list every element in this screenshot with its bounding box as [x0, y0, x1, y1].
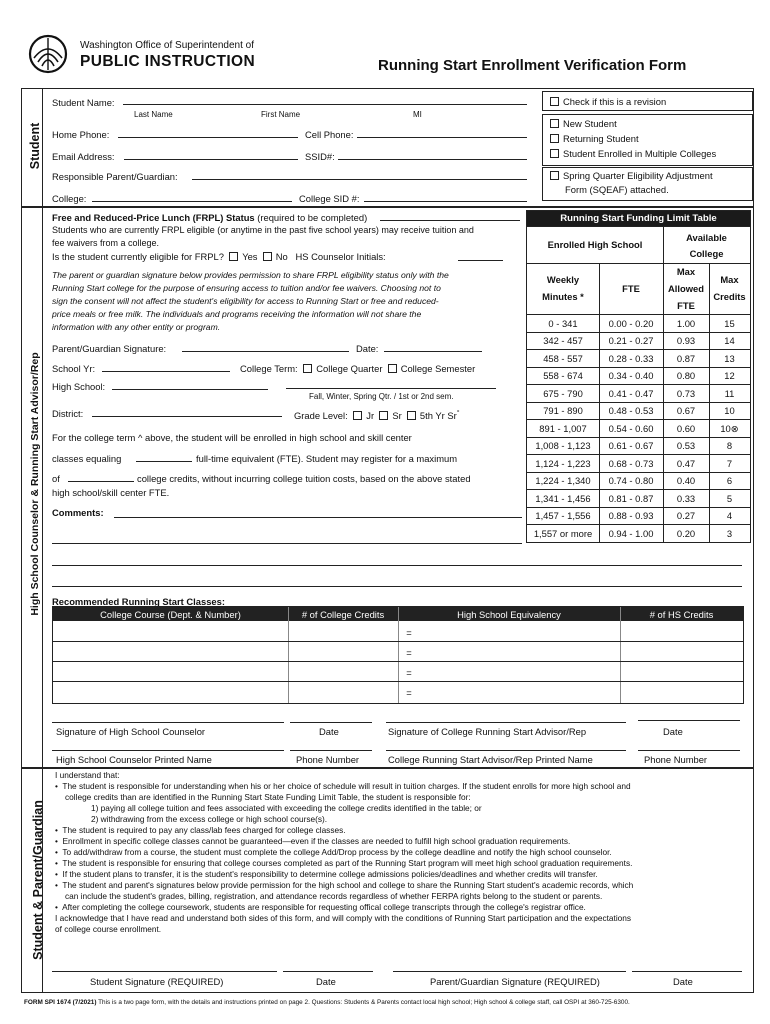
classes-table [52, 606, 744, 704]
hs-counselor-name-field[interactable] [52, 750, 284, 751]
funding-table-cell: 15 [724, 317, 735, 329]
parent-field[interactable] [192, 179, 527, 180]
classes-col-credits: # of College Credits [301, 609, 385, 620]
comments-line2[interactable] [52, 543, 522, 544]
sqeaf-row[interactable]: Spring Quarter Eligibility Adjustment [550, 170, 713, 181]
funding-table-cell: 0.34 - 0.40 [608, 370, 654, 382]
sqeaf-line2: Form (SQEAF) attached. [565, 184, 669, 195]
high-school-field[interactable] [112, 389, 268, 390]
equals-sign: = [406, 687, 412, 698]
funding-table-cell: 0.33 [676, 492, 696, 504]
college-rep-date-field[interactable] [638, 720, 740, 721]
enroll-line1: For the college term ^ above, the student will be enrolled in high school and skill center [52, 432, 412, 443]
funding-table-cell: 675 - 790 [543, 387, 583, 399]
funding-table-cell: 0.21 - 0.27 [608, 335, 654, 347]
funding-table-cell: 0.00 - 0.20 [608, 317, 654, 329]
consent-line3: sign the consent will not affect the student's eligibility for access to Running Start or free and reduced- [52, 296, 439, 306]
funding-table-cell: 0.60 [676, 422, 696, 434]
equals-sign: = [406, 667, 412, 678]
enroll-line3a: of [52, 473, 60, 484]
funding-table-cell: 11 [724, 387, 735, 399]
funding-table-cell: 3 [726, 527, 733, 539]
funding-table-cell: 1,008 - 1,123 [535, 440, 591, 452]
funding-table-cell: 0.93 [676, 335, 696, 347]
college-sid-field[interactable] [364, 201, 527, 202]
max-allowed-header-3: FTE [677, 300, 695, 311]
college-rep-date-label: Date [663, 726, 683, 737]
frpl-no-checkbox[interactable] [263, 252, 272, 261]
comments-line4[interactable] [52, 586, 742, 587]
funding-table-cell: 0.81 - 0.87 [608, 492, 654, 504]
understand-bullet: • After completing the college coursework, students are responsible for requesting offical college transcripts through the college's registrar office. [55, 902, 586, 912]
funding-table-cell: 0.28 - 0.33 [608, 352, 654, 364]
available-college-header-1: Available [686, 232, 727, 243]
funding-table-cell: 1,557 or more [533, 527, 593, 539]
enroll-line2b: full-time equivalent (FTE). Student may register for a maximum [196, 453, 458, 464]
parent-guardian-sig-field[interactable] [393, 971, 626, 972]
college-label: College: [52, 193, 87, 204]
grade-jr-checkbox[interactable] [353, 411, 362, 420]
form-title: Running Start Enrollment Verification Form [378, 57, 687, 74]
email-label: Email Address: [52, 151, 115, 162]
org-name-line1: Washington Office of Superintendent of [80, 40, 254, 51]
consent-line2: Running Start college for the purpose of ensuring access to tuition and/or fee waivers. Choosing not to [52, 283, 441, 293]
hs-fte-field[interactable] [136, 461, 192, 462]
student-name-label: Student Name: [52, 97, 115, 108]
funding-table-cell: 0.88 - 0.93 [608, 510, 654, 522]
funding-table-cell: 0.67 [676, 405, 696, 417]
district-field[interactable] [92, 416, 282, 417]
equals-sign: = [406, 647, 412, 658]
frpl-title: Free and Reduced-Price Lunch (FRPL) Status (required to be completed) [52, 212, 368, 223]
understand-list: I understand that: • The student is responsible for understanding when his or her choice of schedule will result in tuition charges. If the student enrolls for more high school and college credits than are identified in the Running Start State Funding Limit Table, the student is responsible for: 1) paying all college tuition and fees associated with exceeding the college credits identified in the table; or 2) withdrawing from the excess college or high school course(s). • The student is required to pay any class/lab fees charged for college classes. • Enrollment in specific college classes cannot be guaranteed—even if the classes are needed to fulfill high school graduation requirements. • To add/withdraw from a course, the student must complete the college Add/Drop process by the college deadline and notify the high school counselor. • The student is responsible for ensuring that college courses completed as part of the Running Start program will meet high school graduation requirements. • If the student plans to transfer, it is the student's responsibility to determine college admissions policies/deadlines and whether credits will transfer. • The student and parent's signatures below provide permission for the high school and college to share the Running Start student's academic records, which can include the student's grades, billing, registration, and attendance records regardless of whether FERPA rights belong to the student or parents. • After completing the college coursework, students are responsible for requesting offical college transcripts through the college's registrar office. I acknowledge that I have read and understand both sides of this form, and will comply with the conditions of Running Start participation and the expectations of college course enrollment. [55, 770, 634, 934]
footer: FORM SPI 1674 (7/2021) This is a two page form, with the details and instructions printed on page 2. Questions: Students & Parents contact local high school; High school & college staff, call OSPI at 360-725-6300. [24, 999, 630, 1006]
consent-line1: The parent or guardian signature below provides permission to share FRPL eligibility status only with the [52, 270, 449, 280]
school-yr-field[interactable] [102, 371, 230, 372]
returning-student-checkbox[interactable] [550, 134, 559, 143]
first-name-label: First Name [261, 110, 301, 119]
cell-phone-field[interactable] [357, 137, 527, 138]
grade-5th-checkbox[interactable] [407, 411, 416, 420]
hs-counselor-date-field[interactable] [290, 722, 372, 723]
funding-table-cell: 5 [726, 492, 733, 504]
funding-table-cell: 0 - 341 [548, 317, 578, 329]
classes-col-course: College Course (Dept. & Number) [100, 609, 241, 620]
revision-checkbox[interactable] [550, 97, 559, 106]
hs-counselor-date-label: Date [319, 726, 339, 737]
funding-table-cell: 0.27 [676, 510, 696, 522]
student-side-label: Student [28, 122, 42, 170]
max-credits-header-1: Max [720, 274, 739, 285]
student-sig-field[interactable] [52, 971, 277, 972]
available-college-header-2: College [689, 248, 724, 259]
funding-table-cell: 342 - 457 [543, 335, 583, 347]
college-term-row: College Term: College Quarter College Semester [240, 363, 476, 374]
college-rep-name-field[interactable] [386, 750, 626, 751]
understand-bullet: • The student is required to pay any class/lab fees charged for college classes. [55, 825, 346, 835]
max-credits-header-2: Credits [713, 291, 746, 302]
funding-table-cell: 1,457 - 1,556 [535, 510, 591, 522]
equals-sign: = [406, 627, 412, 638]
ssid-field[interactable] [338, 159, 527, 160]
district-label: District: [52, 408, 84, 419]
funding-table-cell: 8 [726, 440, 733, 452]
funding-table-cell: 0.87 [676, 352, 696, 364]
funding-table-cell: 0.80 [676, 370, 696, 382]
funding-table-cell: 6 [726, 475, 733, 487]
frpl-line2: fee waivers from a college. [52, 238, 160, 248]
funding-table-cell: 0.74 - 0.80 [608, 475, 654, 487]
consent-line4: price meals or free milk. The individuals and programs receiving the information will not share the [52, 309, 422, 319]
grade-level-row: Grade Level: Jr Sr 5th Yr Sr° [294, 410, 460, 422]
weekly-minutes-header-1: Weekly [546, 274, 580, 285]
max-credits-field[interactable] [68, 481, 134, 482]
classes-title: Recommended Running Start Classes: [52, 596, 225, 607]
org-name-line2: PUBLIC INSTRUCTION [80, 53, 256, 70]
enroll-line3b: college credits, without incurring college tuition costs, based on the above stated [137, 473, 471, 484]
enrolled-hs-header: Enrolled High School [547, 239, 643, 250]
parent-sig-field[interactable] [182, 351, 349, 352]
college-rep-phone-field[interactable] [638, 750, 740, 751]
funding-table-cell: 13 [724, 352, 735, 364]
funding-table-cell: 1.00 [676, 317, 696, 329]
parent-sig-label: Parent/Guardian Signature: [52, 343, 167, 354]
comments-line1[interactable] [114, 517, 522, 518]
parent-guardian-sig-label: Parent/Guardian Signature (REQUIRED) [430, 976, 600, 987]
cell-phone-label: Cell Phone: [305, 129, 354, 140]
hs-counselor-name-label: High School Counselor Printed Name [56, 754, 212, 765]
enroll-line4: high school/skill center FTE. [52, 487, 170, 498]
funding-table-cell: 0.40 [676, 475, 696, 487]
funding-table-cell: 12 [724, 370, 735, 382]
weekly-minutes-header-2: Minutes * [542, 291, 584, 302]
funding-table-cell: 10 [724, 405, 735, 417]
student-name-field[interactable] [123, 104, 527, 105]
funding-table-cell: 1,124 - 1,223 [535, 457, 591, 469]
ospi-logo [28, 34, 68, 74]
funding-table-cell: 891 - 1,007 [539, 422, 587, 434]
consent-line5: information with any other entity or program. [52, 322, 221, 332]
understand-bullet: • The student and parent's signatures below provide permission for the high school and college to share the Running Start student's academic records, which [55, 880, 634, 890]
comments-label: Comments: [52, 507, 104, 518]
last-name-label: Last Name [134, 110, 173, 119]
understand-bullet: • Enrollment in specific college classes cannot be guaranteed—even if the classes are needed to fulfill high school graduation requirements. [55, 836, 571, 846]
grade-sr-checkbox[interactable] [379, 411, 388, 420]
parent-label: Responsible Parent/Guardian: [52, 171, 178, 182]
comments-line3[interactable] [52, 565, 742, 566]
student-sig-label: Student Signature (REQUIRED) [90, 976, 224, 987]
hs-initials-field[interactable] [458, 260, 503, 261]
sqeaf-checkbox[interactable] [550, 171, 559, 180]
funding-table-cell: 0.41 - 0.47 [608, 387, 654, 399]
funding-table-cell: 4 [726, 510, 733, 522]
funding-table-cell: 0.94 - 1.00 [608, 527, 654, 539]
understand-bullet: • If the student plans to transfer, it is the student's responsibility to determine college admissions policies/deadlines and whether credits will transfer. [55, 869, 598, 879]
hs-counselor-sig-label: Signature of High School Counselor [56, 726, 206, 737]
enroll-line2a: classes equaling [52, 453, 122, 464]
student-date-field[interactable] [283, 971, 373, 972]
hs-counselor-phone-field[interactable] [290, 750, 372, 751]
revision-checkbox-row[interactable]: Check if this is a revision [550, 96, 666, 107]
funding-table-cell: 0.53 [676, 440, 696, 452]
max-allowed-header-1: Max [676, 266, 696, 277]
parent-guardian-date-label: Date [673, 976, 693, 987]
college-sid-label: College SID #: [299, 193, 360, 204]
school-yr-label: School Yr: [52, 363, 96, 374]
term-hint: Fall, Winter, Spring Qtr. / 1st or 2nd sem. [309, 392, 454, 401]
funding-table-cell: 0.47 [676, 457, 696, 469]
college-rep-sig-label: Signature of College Running Start Advisor/Rep [388, 726, 587, 737]
fte-header: FTE [622, 283, 640, 294]
email-field[interactable] [124, 159, 298, 160]
college-rep-sig-field[interactable] [386, 722, 626, 723]
funding-table-cell: 14 [724, 335, 735, 347]
classes-col-hs-credits: # of HS Credits [649, 609, 714, 620]
funding-table-title: Running Start Funding Limit Table [527, 211, 750, 226]
term-field[interactable] [286, 388, 496, 389]
college-field[interactable] [92, 201, 292, 202]
college-rep-phone-label: Phone Number [644, 754, 708, 765]
ssid-label: SSID#: [305, 151, 335, 162]
new-student-checkbox[interactable] [550, 119, 559, 128]
college-rep-name-label: College Running Start Advisor/Rep Printed Name [388, 754, 593, 765]
parent-side-label: Student & Parent/Guardian [31, 800, 45, 960]
classes-col-hs-equivalency: High School Equivalency [457, 609, 561, 620]
multiple-colleges-checkbox[interactable] [550, 149, 559, 158]
ospi-logo-icon [28, 34, 68, 74]
funding-table-cell: 1,341 - 1,456 [535, 492, 591, 504]
home-phone-label: Home Phone: [52, 129, 110, 140]
funding-table-cell: 0.54 - 0.60 [608, 422, 654, 434]
parent-sig-date-label: Date: [356, 343, 379, 354]
funding-table-cell: 458 - 557 [543, 352, 583, 364]
funding-table-cell: 0.20 [676, 527, 696, 539]
parent-sig-date-field[interactable] [384, 351, 482, 352]
home-phone-field[interactable] [118, 137, 298, 138]
frpl-yes-checkbox[interactable] [229, 252, 238, 261]
funding-table-cell: 0.68 - 0.73 [608, 457, 654, 469]
funding-table-cell: 0.73 [676, 387, 696, 399]
mi-label: MI [413, 110, 422, 119]
understand-bullet: • The student is responsible for understanding when his or her choice of schedule will result in tuition charges. If the student enrolls for more high school and [55, 781, 631, 791]
frpl-line1: Students who are currently FRPL eligible (or anytime in the past five school years) may receive tuition and [52, 225, 474, 235]
parent-guardian-date-field[interactable] [632, 971, 742, 972]
funding-table-cell: 558 - 674 [543, 370, 583, 382]
funding-table-cell: 7 [726, 457, 733, 469]
hs-counselor-phone-label: Phone Number [296, 754, 360, 765]
new-student-row[interactable]: New Student [550, 118, 617, 129]
student-date-label: Date [316, 976, 336, 987]
frpl-eligible-question: Is the student currently eligible for FRPL? Yes No HS Counselor Initials: [52, 251, 386, 262]
funding-table-cell: 0.48 - 0.53 [608, 405, 654, 417]
college-quarter-checkbox[interactable] [303, 364, 312, 373]
college-semester-checkbox[interactable] [388, 364, 397, 373]
funding-table-cell: 1,224 - 1,340 [535, 475, 591, 487]
funding-table-cell: 791 - 890 [543, 405, 583, 417]
understand-bullet: • The student is responsible for ensuring that college courses completed as part of the Running Start program will meet high school graduation requirements. [55, 858, 633, 868]
returning-student-row[interactable]: Returning Student [550, 133, 639, 144]
funding-table-cell: 10⊗ [720, 422, 739, 434]
counselor-side-label: High School Counselor & Running Start Advisor/Rep [29, 352, 41, 616]
understand-bullet: • To add/withdraw from a course, the student must complete the college Add/Drop process by the college deadline and notify the high school counselor. [55, 847, 612, 857]
funding-table-cell: 0.61 - 0.67 [608, 440, 654, 452]
hs-counselor-sig-field[interactable] [52, 722, 284, 723]
multiple-colleges-row[interactable]: Student Enrolled in Multiple Colleges [550, 148, 716, 159]
max-allowed-header-2: Allowed [668, 283, 704, 294]
funding-table [526, 210, 751, 543]
high-school-label: High School: [52, 381, 106, 392]
